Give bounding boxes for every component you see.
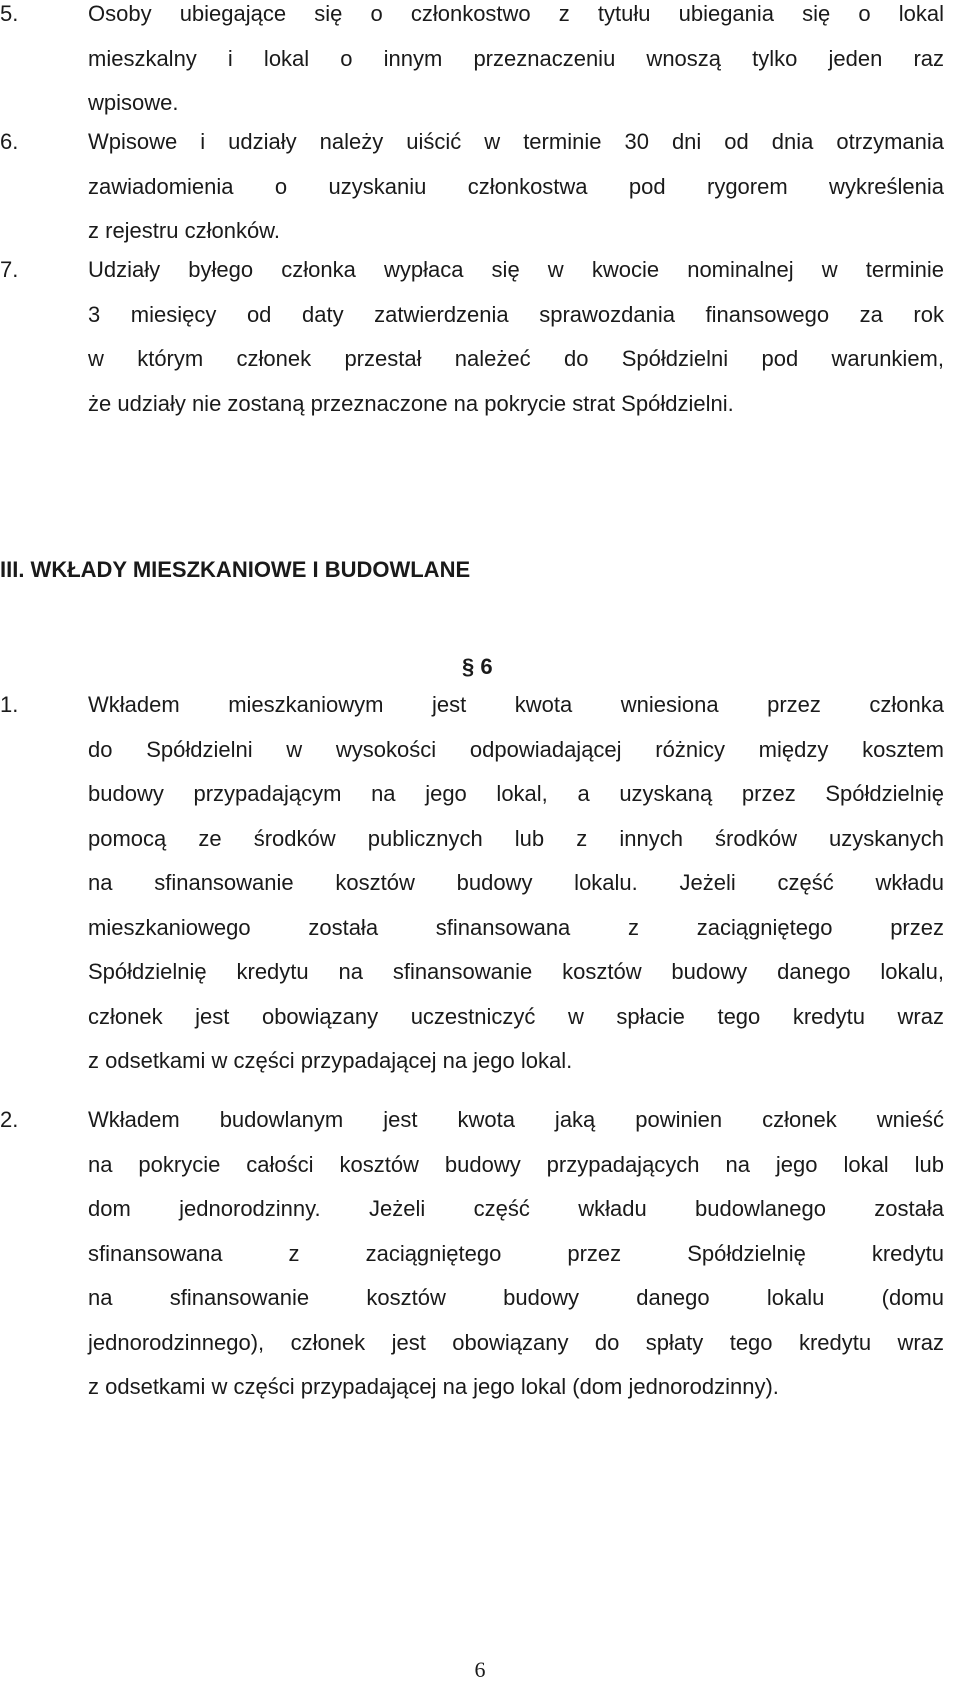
list-item-text-line: pomocą ze środków publicznych lub z innych środków uzyskanych xyxy=(88,825,944,851)
list-item-text-line: zawiadomienia o uzyskaniu członkostwa pod rygorem wykreślenia xyxy=(88,173,944,199)
section-heading: III. WKŁADY MIESZKANIOWE I BUDOWLANE xyxy=(0,557,471,582)
list-item-number: 1. xyxy=(0,692,19,717)
list-item-number: 5. xyxy=(0,1,19,26)
list-item-text-line: do Spółdzielni w wysokości odpowiadającej różnicy między kosztem xyxy=(88,736,944,762)
list-item-number: 6. xyxy=(0,129,19,154)
list-item-text-line: na sfinansowanie kosztów budowy danego lokalu (domu xyxy=(88,1285,944,1310)
list-item-text-line: członek jest obowiązany uczestniczyć w spłacie tego kredytu wraz xyxy=(88,1003,944,1029)
list-item-text-line: jednorodzinnego), członek jest obowiązany do spłaty tego kredytu wraz xyxy=(88,1329,944,1355)
list-item-text-line: Wkładem budowlanym jest kwota jaką powinien członek wnieść xyxy=(88,1107,944,1132)
list-item-text-line: dom jednorodzinny. Jeżeli część wkładu budowlanego została xyxy=(88,1196,944,1221)
list-item-text-line: z odsetkami w części przypadającej na jego lokal (dom jednorodzinny). xyxy=(88,1374,779,1399)
list-item-text-line: Wkładem mieszkaniowym jest kwota wniesiona przez członka xyxy=(88,692,944,717)
list-item-text-line: z odsetkami w części przypadającej na jego lokal. xyxy=(88,1048,573,1073)
list-item-text-line: sfinansowana z zaciągniętego przez Spółdzielnię kredytu xyxy=(88,1240,944,1266)
list-item-text-line: wpisowe. xyxy=(88,90,179,115)
list-item-text-line: z rejestru członków. xyxy=(88,218,280,243)
list-item-text-line: Osoby ubiegające się o członkostwo z tytułu ubiegania się o lokal xyxy=(88,1,944,26)
list-item-text-line: mieszkaniowego została sfinansowana z zaciągniętego przez xyxy=(88,914,944,940)
list-item-text-line: w którym członek przestał należeć do Spółdzielni pod warunkiem, xyxy=(88,346,944,371)
list-item-number: 2. xyxy=(0,1107,19,1132)
list-item-number: 7. xyxy=(0,257,19,282)
list-item-text-line: że udziały nie zostaną przeznaczone na pokrycie strat Spółdzielni. xyxy=(88,390,734,416)
list-item-text-line: Wpisowe i udziały należy uiścić w terminie 30 dni od dnia otrzymania xyxy=(88,129,944,154)
list-item-text-line: na pokrycie całości kosztów budowy przypadających na jego lokal lub xyxy=(88,1151,944,1177)
list-item-text-line: budowy przypadającym na jego lokal, a uzyskaną przez Spółdzielnię xyxy=(88,781,944,806)
list-item-text-line: mieszkalny i lokal o innym przeznaczeniu wnoszą tylko jeden raz xyxy=(88,45,944,71)
list-item-text-line: Udziały byłego członka wypłaca się w kwocie nominalnej w terminie xyxy=(88,257,944,282)
list-item-text-line: 3 miesięcy od daty zatwierdzenia sprawozdania finansowego za rok xyxy=(88,301,944,327)
list-item-text-line: na sfinansowanie kosztów budowy lokalu. Jeżeli część wkładu xyxy=(88,870,944,895)
section-sign: § 6 xyxy=(462,654,493,679)
page-number: 6 xyxy=(474,1657,486,1682)
list-item-text-line: Spółdzielnię kredytu na sfinansowanie kosztów budowy danego lokalu, xyxy=(88,959,944,984)
